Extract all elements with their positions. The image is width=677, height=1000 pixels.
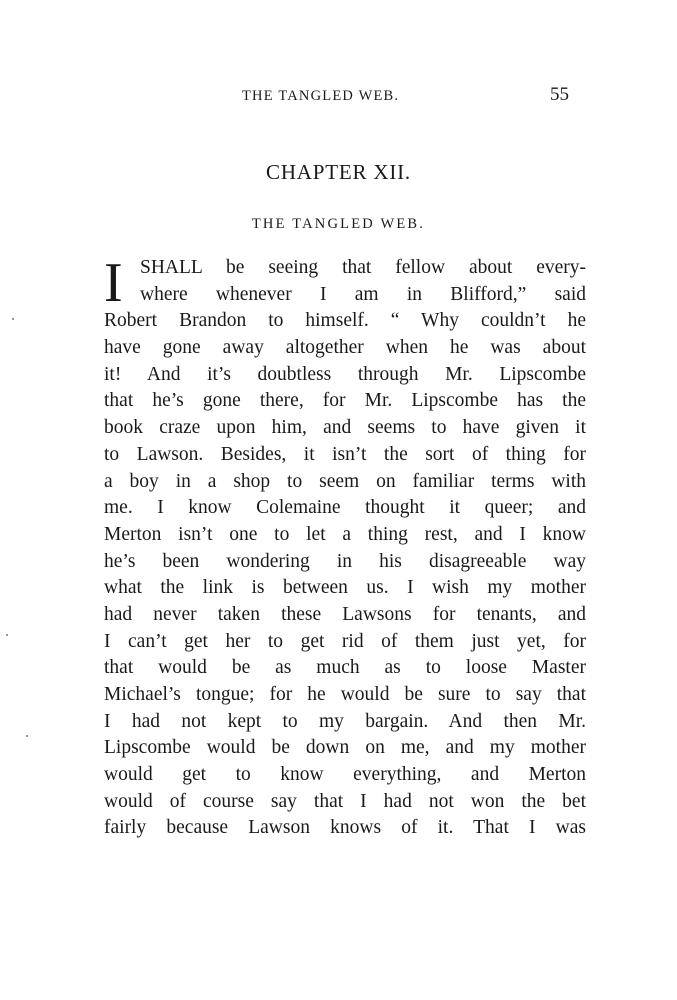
text-line: that would be as much as to loose Master bbox=[104, 657, 586, 679]
paper-speck bbox=[26, 735, 28, 737]
running-title: THE TANGLED WEB. bbox=[242, 88, 400, 104]
text-line: he’s been wondering in his disagreeable way bbox=[104, 550, 586, 572]
paper-speck bbox=[12, 318, 14, 320]
text-line: book craze upon him, and seems to have given it bbox=[104, 417, 586, 439]
text-line: Michael’s tongue; for he would be sure to say that bbox=[104, 684, 586, 705]
text-line: would of course say that I had not won the bet bbox=[104, 790, 586, 812]
text-line: me. I know Colemaine thought it queer; and bbox=[104, 497, 586, 519]
text-line: I can’t get her to get rid of them just yet, for bbox=[104, 630, 586, 652]
text-line: Robert Brandon to himself. “ Why couldn’t he bbox=[104, 310, 586, 332]
text-line: to Lawson. Besides, it isn’t the sort of thing for bbox=[104, 443, 586, 465]
paper-speck bbox=[6, 634, 8, 636]
chapter-title: THE TANGLED WEB. bbox=[251, 216, 426, 232]
drop-cap: I bbox=[104, 252, 123, 314]
chapter-number: CHAPTER XII. bbox=[266, 160, 411, 184]
text-line: SHALL be seeing that fellow about every- bbox=[140, 257, 586, 278]
text-line: I had not kept to my bargain. And then Mr. bbox=[104, 710, 586, 732]
text-line: a boy in a shop to seem on familiar terms with bbox=[104, 470, 586, 492]
page-number: 55 bbox=[550, 84, 569, 105]
text-line: Merton isn’t one to let a thing rest, and I know bbox=[104, 523, 586, 545]
text-line: fairly because Lawson knows of it. That I was bbox=[104, 817, 586, 839]
body-text bbox=[104, 252, 586, 842]
text-line: where whenever I am in Blifford,” said bbox=[140, 283, 586, 305]
text-line: would get to know everything, and Merton bbox=[104, 764, 586, 786]
text-line: had never taken these Lawsons for tenants, and bbox=[104, 603, 586, 625]
text-line: it! And it’s doubtless through Mr. Lipscombe bbox=[104, 363, 586, 385]
text-line: have gone away altogether when he was about bbox=[104, 337, 586, 359]
text-line: Lipscombe would be down on me, and my mother bbox=[104, 737, 586, 759]
running-head bbox=[0, 86, 677, 110]
text-line: what the link is between us. I wish my mother bbox=[104, 577, 586, 599]
text-line: that he’s gone there, for Mr. Lipscombe has the bbox=[104, 390, 586, 412]
